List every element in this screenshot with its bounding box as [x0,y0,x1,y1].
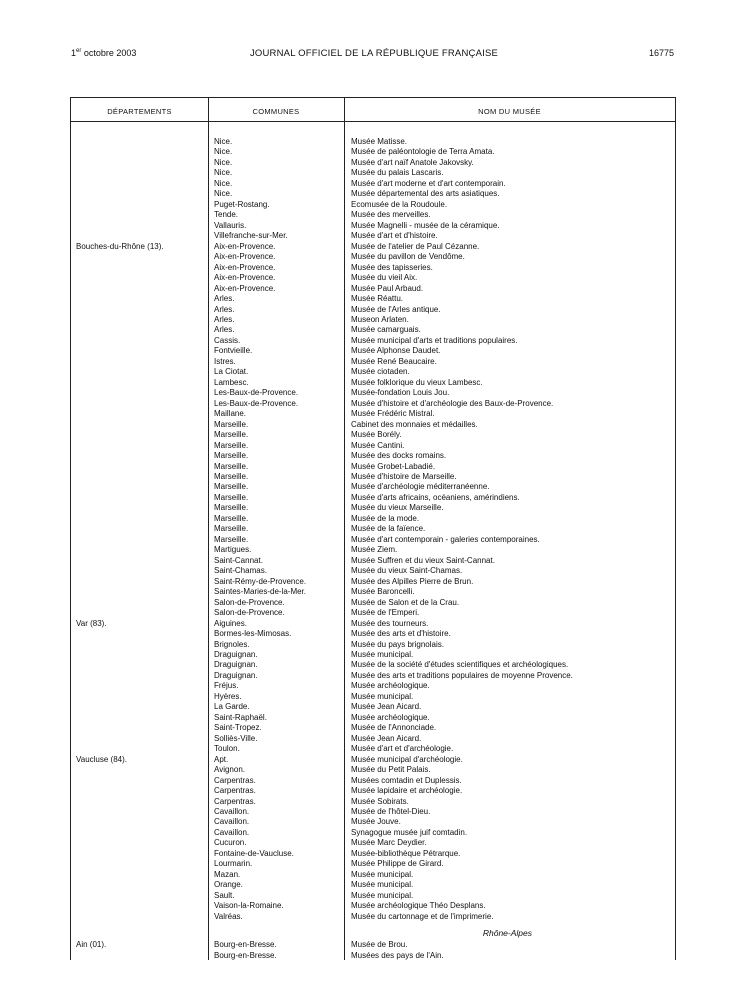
commune-cell: Solliès-Ville. [214,733,258,743]
table-row [71,514,675,524]
commune-cell: Salon-de-Provence. [214,608,285,618]
commune-cell: Lourmarin. [214,859,253,869]
musee-cell: Musée Marc Deydier. [351,838,427,848]
table-row [71,713,675,723]
musee-cell: Musée de l'atelier de Paul Cézanne. [351,241,480,251]
table-row [71,817,675,827]
table-row [71,629,675,639]
musee-cell: Musée lapidaire et archéologie. [351,786,463,796]
commune-cell: Draguignan. [214,649,258,659]
table-row [71,776,675,786]
musee-cell: Musée Réattu. [351,294,404,304]
table-row [71,912,675,922]
musee-cell: Musée des arts et d'histoire. [351,629,451,639]
table-row [71,755,675,765]
commune-cell: Aix-en-Provence. [214,241,276,251]
commune-cell: Nice. [214,147,233,157]
musee-cell: Musée de l'Arles antique. [351,304,441,314]
commune-cell: Nice. [214,168,233,178]
table-row [71,901,675,911]
commune-cell: Cavaillon. [214,827,250,837]
header-title: JOURNAL OFFICIEL DE LA RÉPUBLIQUE FRANÇAISE [249,48,499,59]
table-row [71,472,675,482]
commune-cell: Carpentras. [214,786,256,796]
musee-cell: Musée du pavillon de Vendôme. [351,252,465,262]
commune-cell: Tende. [214,210,239,220]
table-row [71,273,675,283]
table-row [71,660,675,670]
commune-cell: Saint-Cannat. [214,555,263,565]
table-row [71,315,675,325]
musee-cell: Musée d'art naïf Anatole Jakovsky. [351,157,474,167]
departement-cell: Ain (01). [76,940,107,950]
table-row [71,828,675,838]
commune-cell: Vaison-la-Romaine. [214,901,284,911]
table-row [71,420,675,430]
header-rule [71,121,675,122]
commune-cell: Cucuron. [214,838,247,848]
commune-cell: Orange. [214,880,243,890]
musee-cell: Musées comtadin et Duplessis. [351,775,462,785]
commune-cell: Saint-Chamas. [214,566,267,576]
commune-cell: Aix-en-Provence. [214,252,276,262]
departement-cell: Vaucluse (84). [76,754,127,764]
commune-cell: Saint-Rémy-de-Provence. [214,576,307,586]
table-row [71,940,675,950]
commune-cell: Vallauris. [214,220,247,230]
table-row [71,189,675,199]
musee-cell: Musée des merveilles. [351,210,431,220]
table-row [71,671,675,681]
musee-cell: Musée des tapisseries. [351,262,433,272]
commune-cell: Cavaillon. [214,817,250,827]
table-row [71,880,675,890]
commune-cell: Arles. [214,294,235,304]
musee-cell: Museon Arlaten. [351,314,409,324]
commune-cell: Hyères. [214,691,242,701]
table-row [71,493,675,503]
musee-cell: Musée du Petit Palais. [351,765,431,775]
commune-cell: Arles. [214,314,235,324]
table-row [71,482,675,492]
table-row [71,441,675,451]
commune-cell: Bourg-en-Bresse. [214,940,277,950]
commune-cell: Marseille. [214,482,249,492]
commune-cell: Les-Baux-de-Provence. [214,398,299,408]
commune-cell: Lambesc. [214,377,249,387]
commune-cell: Marseille. [214,492,249,502]
commune-cell: Fréjus. [214,681,239,691]
musee-cell: Musée-bibliothèque Pétrarque. [351,848,461,858]
table-row [71,210,675,220]
table-row [71,451,675,461]
table-row [71,221,675,231]
musee-cell: Musée municipal. [351,691,414,701]
commune-cell: Draguignan. [214,660,258,670]
musee-cell: Musée de l'Emperi. [351,608,420,618]
table-row [71,744,675,754]
table-row [71,378,675,388]
musee-cell: Musée-fondation Louis Jou. [351,388,450,398]
musee-cell: Musée municipal. [351,869,414,879]
commune-cell: Sault. [214,890,235,900]
commune-cell: Marseille. [214,513,249,523]
musee-cell: Cabinet des monnaies et médailles. [351,419,478,429]
musee-cell: Musée Sobirats. [351,796,409,806]
commune-cell: Les-Baux-de-Provence. [214,388,299,398]
table-row [71,147,675,157]
musee-cell: Musée camarguais. [351,325,421,335]
commune-cell: Nice. [214,157,233,167]
musee-cell: Musée de paléontologie de Terra Amata. [351,147,495,157]
musee-cell: Musée Grobet-Labadié. [351,461,436,471]
table-row [71,545,675,555]
musee-cell: Musée de la mode. [351,513,420,523]
musee-cell: Musée Baroncelli. [351,587,415,597]
commune-cell: Aiguines. [214,618,247,628]
commune-cell: Nice. [214,189,233,199]
commune-cell: Nice. [214,137,233,146]
commune-cell: Marseille. [214,472,249,481]
table-row [71,608,675,618]
commune-cell: Saint-Tropez. [214,723,262,733]
musee-cell: Musée du vieux Saint-Chamas. [351,566,463,576]
table-row [71,252,675,262]
commune-cell: Marseille. [214,534,249,544]
table-row [71,786,675,796]
table-row [71,692,675,702]
commune-cell: Mazan. [214,869,241,879]
commune-cell: Fontvieille. [214,346,253,356]
region-label: Rhône-Alpes [482,928,532,939]
commune-cell: Marseille. [214,451,249,461]
commune-cell: Aix-en-Provence. [214,273,276,283]
musee-cell: Musée Alphonse Daudet. [351,346,441,356]
table-row [71,524,675,534]
table-row [71,891,675,901]
region-heading [71,922,675,940]
table-row [71,807,675,817]
commune-cell: Aix-en-Provence. [214,283,276,293]
musee-cell: Musée des tourneurs. [351,618,429,628]
commune-cell: Carpentras. [214,796,256,806]
musee-cell: Musée municipal d'archéologie. [351,754,463,764]
table-row [71,367,675,377]
table-row [71,305,675,315]
commune-cell: Arles. [214,304,235,314]
table-row [71,951,675,961]
departement-cell: Bouches-du-Rhône (13). [76,241,164,251]
table-row [71,587,675,597]
musee-cell: Musées des pays de l'Ain. [351,950,444,960]
table-row [71,168,675,178]
table-row [71,681,675,691]
table-row [71,535,675,545]
musee-cell: Musée d'histoire de Marseille. [351,472,457,481]
musee-cell: Musée municipal. [351,880,414,890]
musee-cell: Musée municipal. [351,649,414,659]
commune-cell: Marseille. [214,503,249,513]
commune-cell: Fontaine-de-Vaucluse. [214,848,294,858]
table-row [71,734,675,744]
musee-cell: Musée municipal d'arts et traditions populaires. [351,335,518,345]
musee-cell: Musée archéologique Théo Desplans. [351,901,486,911]
musee-cell: Musée municipal. [351,890,414,900]
musee-cell: Musée Suffren et du vieux Saint-Cannat. [351,555,495,565]
header-date: 1er octobre 2003 [71,48,137,58]
table-row [71,619,675,629]
commune-cell: Brignoles. [214,639,250,649]
table-row [71,399,675,409]
table-row [71,388,675,398]
table-row [71,650,675,660]
commune-cell: Villefranche-sur-Mer. [214,231,288,241]
table-row [71,765,675,775]
table-row [71,556,675,566]
musee-cell: Musée départemental des arts asiatiques. [351,189,500,199]
commune-cell: Salon-de-Provence. [214,597,285,607]
commune-cell: Saint-Raphaël. [214,712,267,722]
commune-cell: Marseille. [214,430,249,440]
table-row [71,797,675,807]
musee-cell: Musée Jean Aicard. [351,733,422,743]
musee-cell: Musée de l'hôtel-Dieu. [351,807,431,816]
musee-cell: Musée du vieil Aix. [351,273,418,283]
table-row [71,577,675,587]
musee-cell: Musée du vieux Marseille. [351,503,444,513]
musee-cell: Musée Cantini. [351,440,405,450]
commune-cell: Toulon. [214,744,240,754]
table-row [71,859,675,869]
table-row [71,849,675,859]
commune-cell: Draguignan. [214,670,258,680]
table-row [71,325,675,335]
musee-cell: Musée d'art et d'archéologie. [351,744,454,754]
commune-cell: Martigues. [214,545,252,555]
departement-cell: Var (83). [76,618,107,628]
table-row [71,870,675,880]
table-row [71,503,675,513]
musee-cell: Musée Jean Aicard. [351,702,422,712]
table-row [71,430,675,440]
musee-cell: Musée d'arts africains, océaniens, amérindiens. [351,492,520,502]
table-row [71,838,675,848]
musee-cell: Musée archéologique. [351,712,430,722]
musee-cell: Musée folklorique du vieux Lambesc. [351,377,483,387]
table-row [71,357,675,367]
musee-cell: Musée du palais Lascaris. [351,168,444,178]
musee-cell: Musée René Beaucaire. [351,356,437,366]
musee-cell: Musée Philippe de Girard. [351,859,444,869]
musee-cell: Musée de l'Annonciade. [351,723,437,733]
table-row [71,284,675,294]
commune-cell: Saintes-Maries-de-la-Mer. [214,587,307,597]
table-row [71,137,675,147]
musee-cell: Musée Matisse. [351,137,408,146]
commune-cell: Marseille. [214,440,249,450]
commune-cell: Marseille. [214,461,249,471]
musee-cell: Musée d'art contemporain - galeries contemporaines. [351,534,540,544]
table-row [71,158,675,168]
page-number: 16775 [648,48,674,58]
musee-cell: Musée des docks romains. [351,451,447,461]
musee-cell: Musée Magnelli - musée de la céramique. [351,220,500,230]
musee-cell: Musée archéologique. [351,681,430,691]
musee-cell: Musée ciotaden. [351,367,410,377]
column-header-departements: DÉPARTEMENTS [107,107,172,116]
commune-cell: Valréas. [214,911,243,921]
musee-cell: Musée de Salon et de la Crau. [351,597,460,607]
table-row [71,598,675,608]
table-row [71,346,675,356]
musee-cell: Musée Frédéric Mistral. [351,409,435,419]
musee-cell: Musée de la société d'études scientifiques et archéologiques. [351,660,569,670]
musee-cell: Musée d'archéologie méditerranéenne. [351,482,490,492]
commune-cell: Cassis. [214,335,241,345]
musee-cell: Ecomusée de la Roudoule. [351,199,448,209]
commune-cell: Maillane. [214,409,247,419]
table-row [71,263,675,273]
commune-cell: Cavaillon. [214,807,250,816]
table-row [71,640,675,650]
musee-cell: Musée Paul Arbaud. [351,283,424,293]
commune-cell: Istres. [214,356,236,366]
commune-cell: Aix-en-Provence. [214,262,276,272]
table-row [71,179,675,189]
table-row [71,566,675,576]
table-row [71,702,675,712]
column-header-musee: NOM DU MUSÉE [478,107,541,116]
table-row [71,409,675,419]
musee-cell: Musée d'histoire et d'archéologie des Baux-de-Provence. [351,398,554,408]
musee-cell: Musée d'art moderne et d'art contemporain. [351,178,506,188]
commune-cell: Apt. [214,754,229,764]
commune-cell: Bormes-les-Mimosas. [214,629,292,639]
table-row [71,294,675,304]
musee-cell: Musée des Alpilles Pierre de Brun. [351,576,474,586]
musee-cell: Musée Borély. [351,430,402,440]
commune-cell: La Garde. [214,702,250,712]
table-row [71,242,675,252]
table-row [71,336,675,346]
musee-cell: Musée du pays brignolais. [351,639,444,649]
commune-cell: Marseille. [214,419,249,429]
table-row [71,723,675,733]
musee-cell: Musée Ziem. [351,545,398,555]
musee-cell: Musée des arts et traditions populaires de moyenne Provence. [351,670,573,680]
commune-cell: Carpentras. [214,775,256,785]
musee-cell: Musée Jouve. [351,817,401,827]
table-body [71,137,675,961]
table-row [71,200,675,210]
commune-cell: Nice. [214,178,233,188]
table-row [71,231,675,241]
musee-cell: Musée de la faïence. [351,524,426,534]
musee-cell: Synagogue musée juif comtadin. [351,827,468,837]
commune-cell: Puget-Rostang. [214,199,270,209]
musee-cell: Musée du cartonnage et de l'imprimerie. [351,911,494,921]
commune-cell: Marseille. [214,524,249,534]
commune-cell: La Ciotat. [214,367,249,377]
musee-cell: Musée d'art et d'histoire. [351,231,438,241]
commune-cell: Bourg-en-Bresse. [214,950,277,960]
commune-cell: Arles. [214,325,235,335]
commune-cell: Avignon. [214,765,245,775]
table-row [71,462,675,472]
musee-cell: Musée de Brou. [351,940,408,950]
column-header-communes: COMMUNES [252,107,300,116]
